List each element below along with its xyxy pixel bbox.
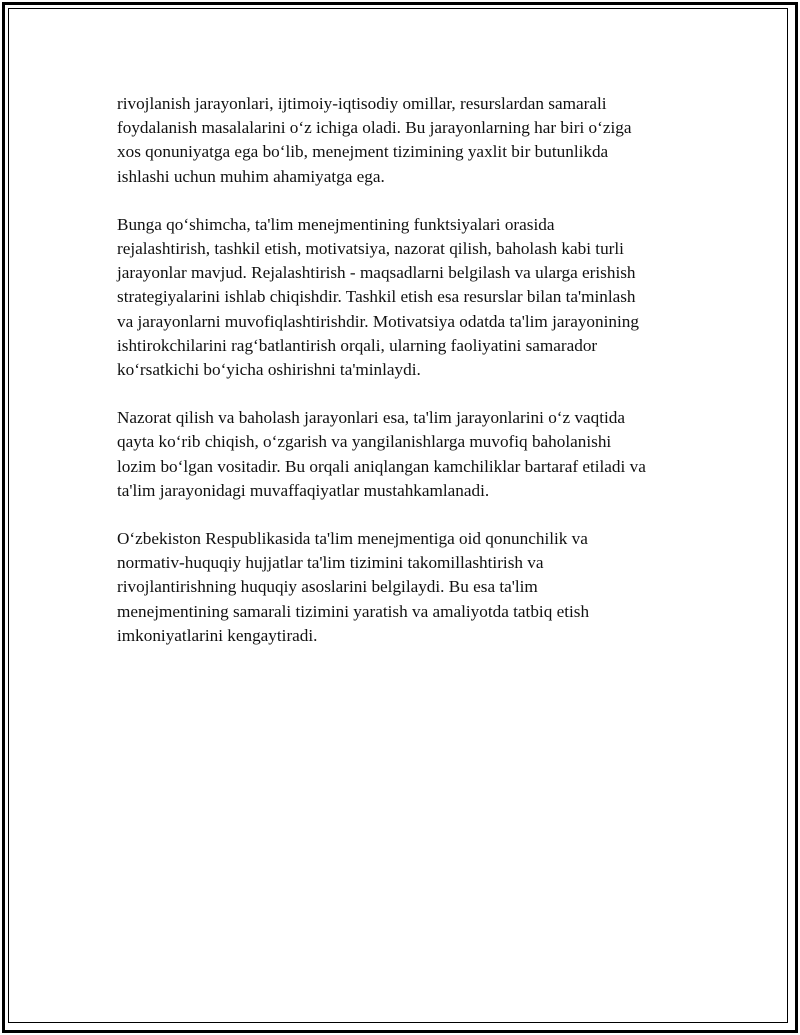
paragraph-3 <box>117 406 697 503</box>
text-line: rivojlantirishning huquqiy asoslarini belgilaydi. Bu esa ta'lim <box>117 577 538 597</box>
text-line: O‘zbekiston Respublikasida ta'lim menejmentiga oid qonunchilik va <box>117 529 588 549</box>
text-line: rejalashtirish, tashkil etish, motivatsiya, nazorat qilish, baholash kabi turli <box>117 239 624 259</box>
text-line: lozim bo‘lgan vositadir. Bu orqali aniqlangan kamchiliklar bartaraf etiladi va <box>117 456 646 476</box>
document-body <box>117 92 697 672</box>
text-line: ishlashi uchun muhim ahamiyatga ega. <box>117 166 385 186</box>
paragraph-4 <box>117 527 697 648</box>
text-line: normativ-huquqiy hujjatlar ta'lim tizimini takomillashtirish va <box>117 553 544 573</box>
paragraph-2 <box>117 213 697 382</box>
text-line: strategiyalarini ishlab chiqishdir. Tashkil etish esa resurslar bilan ta'minlash <box>117 287 636 307</box>
text-line: va jarayonlarni muvofiqlashtirishdir. Motivatsiya odatda ta'lim jarayonining <box>117 311 639 331</box>
text-line: Bunga qo‘shimcha, ta'lim menejmentining funktsiyalari orasida <box>117 214 555 234</box>
text-line: foydalanish masalalarini o‘z ichiga oladi. Bu jarayonlarning har biri o‘ziga <box>117 118 632 138</box>
text-line: Nazorat qilish va baholash jarayonlari esa, ta'lim jarayonlarini o‘z vaqtida <box>117 408 626 428</box>
text-line: ta'lim jarayonidagi muvaffaqiyatlar mustahkamlanadi. <box>117 480 490 500</box>
text-line: rivojlanish jarayonlari, ijtimoiy-iqtisodiy omillar, resurslardan samarali <box>117 94 607 113</box>
text-line: ishtirokchilarini rag‘batlantirish orqali, ularning faoliyatini samarador <box>117 335 598 355</box>
text-line: qayta ko‘rib chiqish, o‘zgarish va yangilanishlarga muvofiq baholanishi <box>117 432 612 452</box>
text-line: menejmentining samarali tizimini yaratish va amaliyotda tatbiq etish <box>117 601 590 621</box>
text-line: xos qonuniyatga ega bo‘lib, menejment tizimining yaxlit bir butunlikda <box>117 142 609 162</box>
text-line: ko‘rsatkichi bo‘yicha oshirishni ta'minlaydi. <box>117 360 421 380</box>
text-line: imkoniyatlarini kengaytiradi. <box>117 625 318 645</box>
paragraph-1 <box>117 92 697 189</box>
text-line: jarayonlar mavjud. Rejalashtirish - maqsadlarni belgilash va ularga erishish <box>117 263 636 283</box>
